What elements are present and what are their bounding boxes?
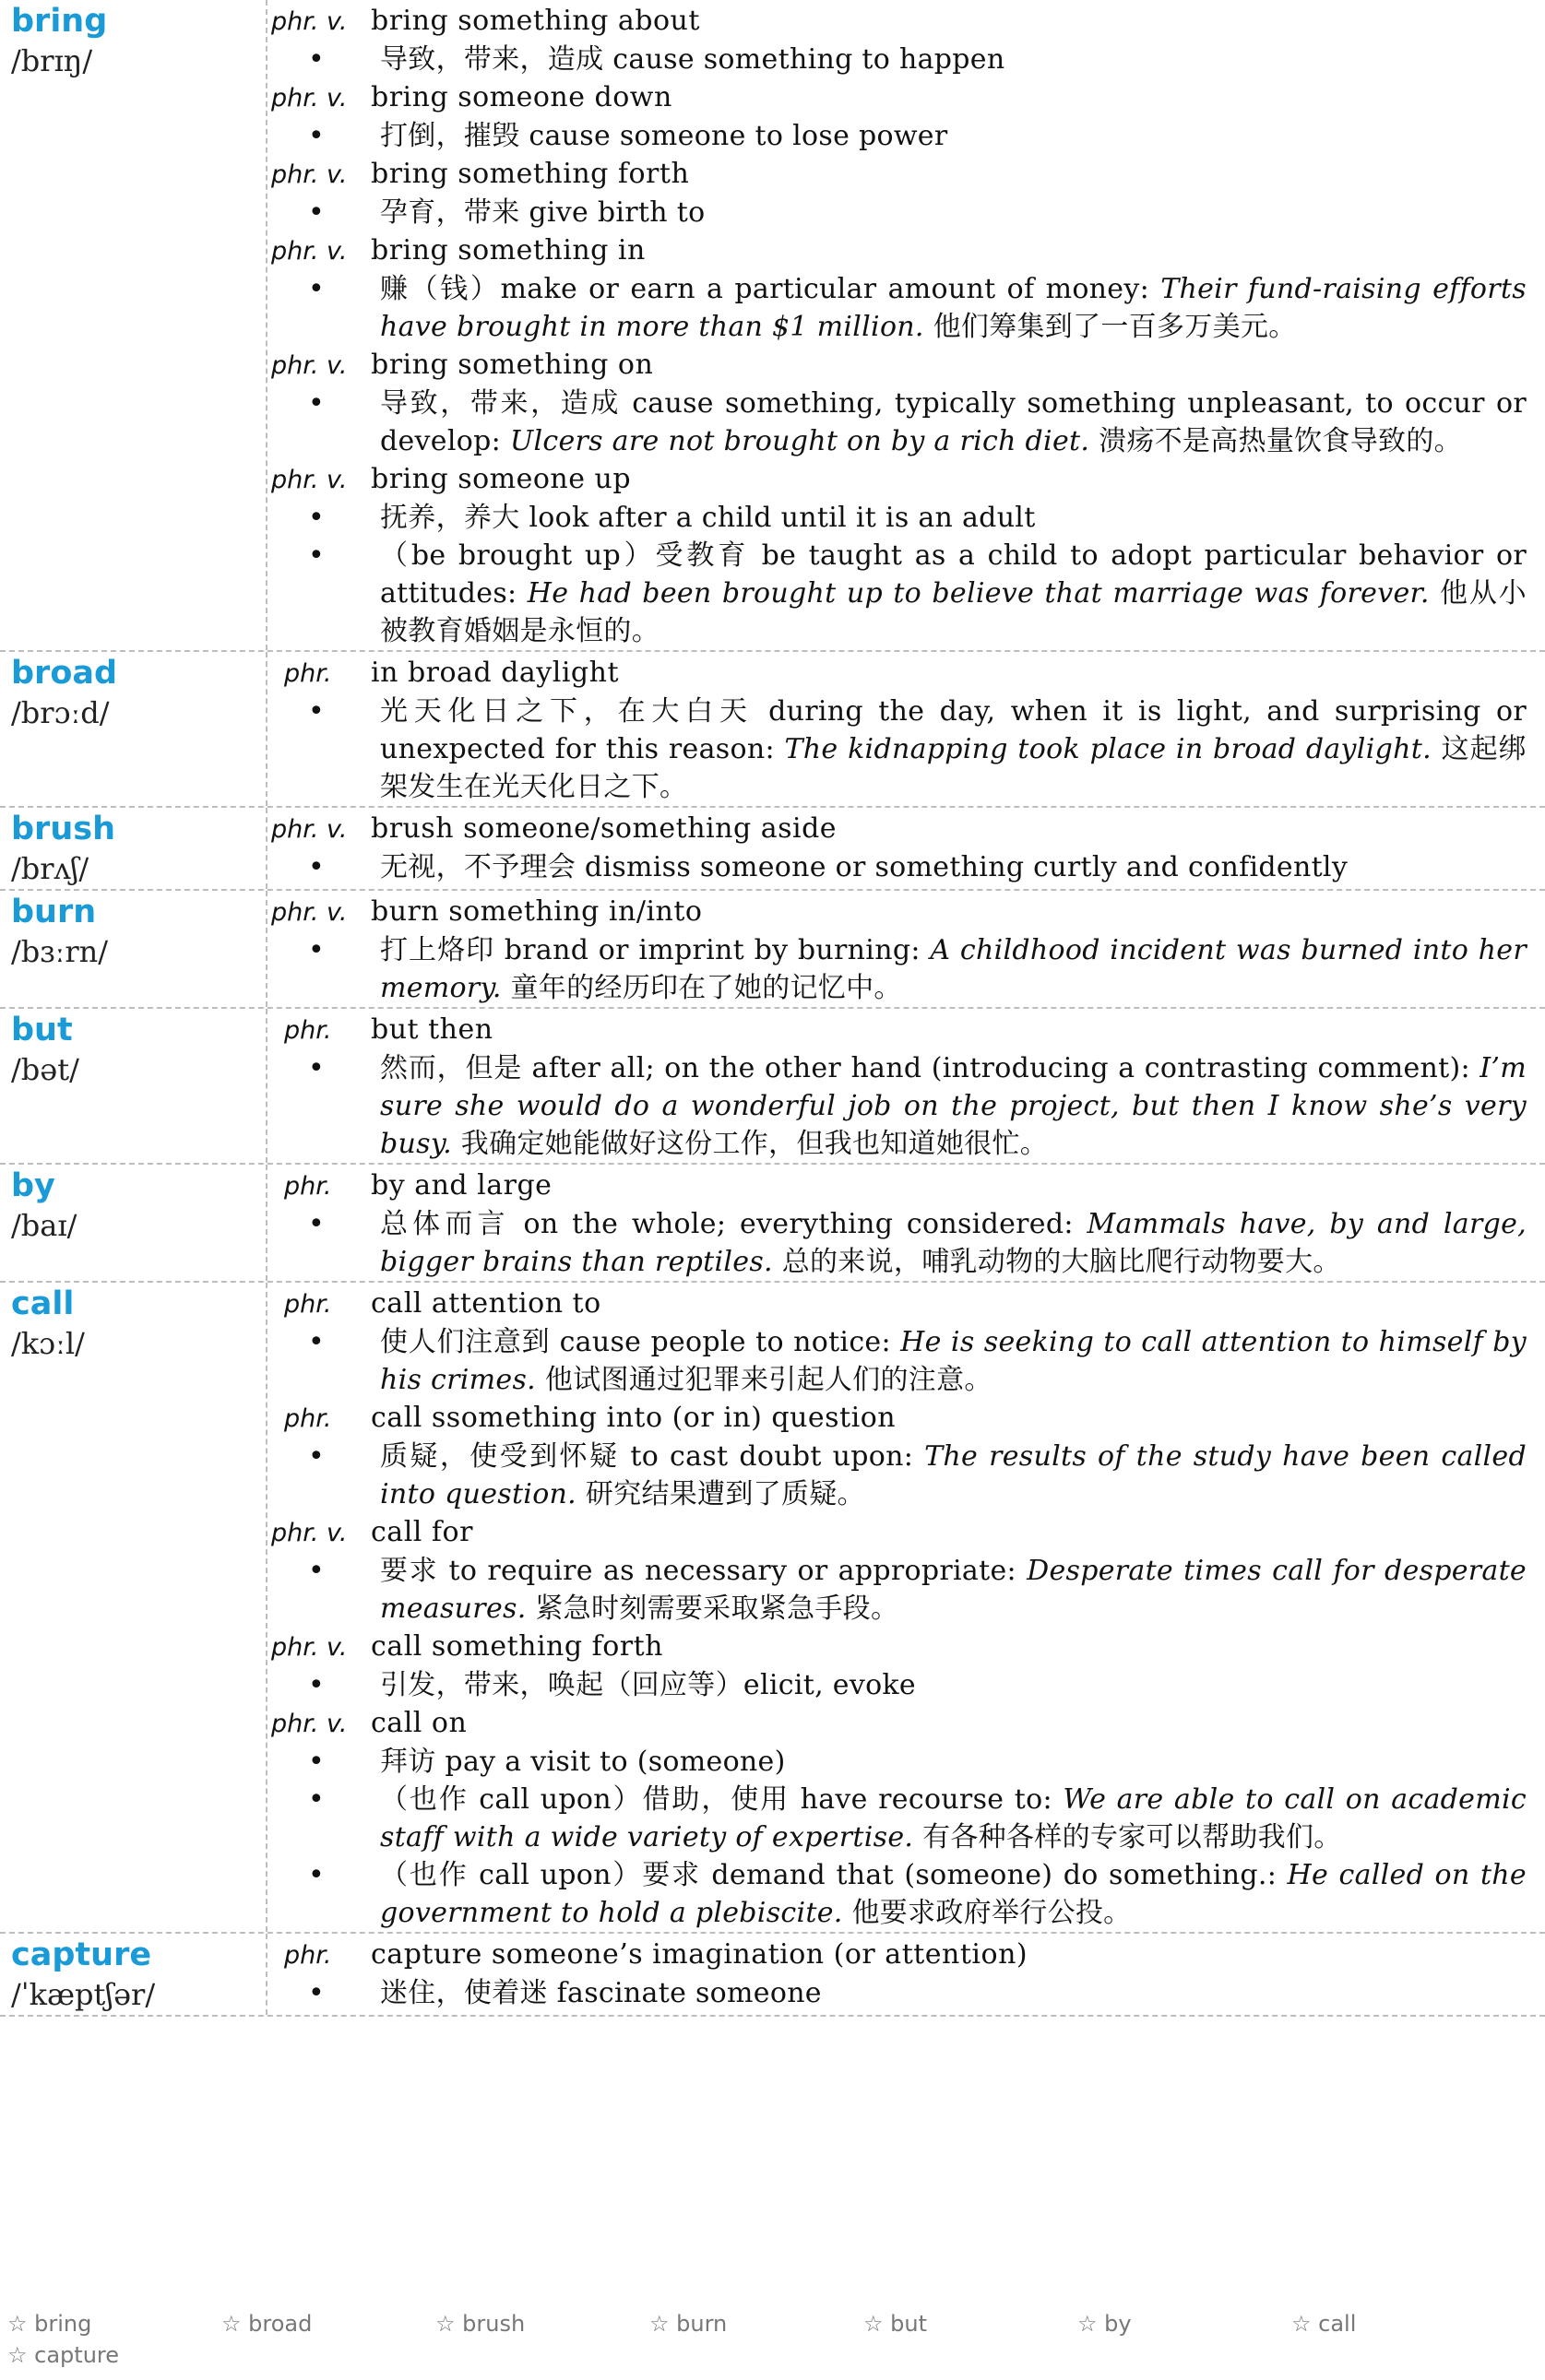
definition: 导致，带来，造成 cause something, typically something unpleasant, to occur or develop:	[380, 387, 1527, 457]
sense-line	[267, 41, 1527, 78]
example-sentence: The kidnapping took place in broad daylight.	[784, 733, 1432, 765]
definition: 赚（钱）make or earn a particular amount of money:	[380, 273, 1161, 305]
headword-column	[0, 1283, 267, 1932]
footer-link-label[interactable]: brush	[462, 2311, 526, 2337]
footer-link-burn[interactable]	[649, 2311, 727, 2337]
sense-line	[267, 1205, 1527, 1281]
headword: bring	[11, 3, 108, 40]
sense-text	[380, 1856, 1527, 1932]
pronunciation: /brʌʃ/	[11, 851, 89, 886]
footer-link-bring[interactable]	[7, 2311, 91, 2337]
phrase-text: call attention to	[371, 1287, 601, 1320]
definition: 孕育，带来 give birth to	[380, 196, 706, 229]
sense-text	[380, 194, 1527, 231]
sense-text	[380, 1974, 1527, 2012]
definition: 要求 to require as necessary or appropriate:	[380, 1555, 1028, 1587]
bullet-icon: •	[308, 1326, 325, 1358]
footer-link-capture[interactable]	[7, 2342, 119, 2368]
sense-text	[380, 931, 1527, 1007]
example-translation: 研究结果遭到了质疑。	[576, 1478, 865, 1510]
example-sentence: We are able to call on academic staff with a wide variety of expertise.	[380, 1783, 1527, 1853]
sense-line	[267, 693, 1527, 806]
example-translation: 溃疡不是高热量饮食导致的。	[1089, 425, 1462, 457]
star-icon: ☆	[863, 2311, 884, 2337]
example-sentence: Their fund-raising efforts have brought in more than $1 million.	[380, 273, 1527, 343]
phrase-line	[267, 1513, 1527, 1552]
star-icon: ☆	[649, 2311, 670, 2337]
example-translation: 有各种各样的专家可以帮助我们。	[913, 1821, 1342, 1853]
sense-text	[380, 1743, 1527, 1781]
sense-line	[267, 1552, 1527, 1628]
sense-line	[267, 270, 1527, 346]
example-translation: 他试图通过犯罪来引起人们的注意。	[536, 1364, 992, 1396]
phrase-text: in broad daylight	[371, 657, 619, 689]
sense-text	[380, 1666, 1527, 1704]
phrase-text: call something forth	[371, 1630, 663, 1663]
bullet-icon: •	[308, 502, 325, 534]
definition: （也作 call upon）借助，使用 have recourse to:	[380, 1783, 1064, 1816]
bullet-icon: •	[308, 43, 325, 76]
headword: broad	[11, 655, 118, 692]
phrase-line	[267, 1936, 1527, 1974]
headword-column	[0, 0, 267, 650]
headword: by	[11, 1167, 55, 1204]
footer-link-call[interactable]	[1291, 2311, 1356, 2337]
bullet-icon: •	[308, 851, 325, 883]
example-translation: 他们筹集到了一百多万美元。	[923, 311, 1297, 343]
phrase-text: but then	[371, 1013, 493, 1046]
pronunciation: /bɜːrn/	[11, 934, 109, 969]
headword: burn	[11, 894, 97, 930]
definitions-column	[267, 652, 1545, 806]
phrase-text: bring something in	[371, 234, 646, 266]
footer-link-by[interactable]	[1077, 2311, 1132, 2337]
bullet-icon: •	[308, 1746, 325, 1778]
example-sentence: Desperate times call for desperate measures.	[380, 1555, 1527, 1625]
part-of-speech: phr.	[284, 1290, 332, 1319]
phrase-text: bring something about	[371, 5, 700, 37]
dictionary-entry	[0, 1009, 1545, 1165]
phrase-text: call ssomething into (or in) question	[371, 1402, 897, 1434]
dictionary-entry	[0, 1283, 1545, 1934]
example-translation: 他要求政府举行公投。	[842, 1897, 1132, 1929]
footer-link-label[interactable]: but	[890, 2311, 928, 2337]
part-of-speech: phr.	[284, 659, 332, 688]
definition: （be brought up）受教育 be taught as a child to adopt particular behavior or attitudes:	[380, 539, 1527, 610]
bullet-icon: •	[308, 695, 325, 728]
example-translation: 童年的经历印在了她的记忆中。	[501, 972, 902, 1004]
sense-line	[267, 1974, 1527, 2012]
bullet-icon: •	[308, 1859, 325, 1891]
phrase-line	[267, 1011, 1527, 1049]
part-of-speech: phr. v.	[271, 815, 348, 844]
dictionary-entry	[0, 0, 1545, 652]
phrase-text: call on	[371, 1707, 468, 1739]
phrase-text: bring something forth	[371, 158, 690, 190]
definition: 抚养，养大 look after a child until it is an adult	[380, 502, 1036, 534]
sense-text	[380, 1781, 1527, 1856]
pronunciation: /brɪŋ/	[11, 43, 93, 78]
definition: 无视，不予理会 dismiss someone or something curtly and confidently	[380, 851, 1349, 883]
phrase-text: burn something in/into	[371, 895, 703, 928]
definitions-column	[267, 891, 1545, 1007]
sense-line	[267, 1049, 1527, 1163]
phrase-line	[267, 346, 1527, 385]
phrase-text: bring something on	[371, 349, 654, 381]
headword-column	[0, 1009, 267, 1163]
footer-link-brush[interactable]	[435, 2311, 525, 2337]
sense-line	[267, 499, 1527, 537]
sense-text	[380, 1205, 1527, 1281]
headword: capture	[11, 1936, 152, 1973]
dictionary-entry	[0, 808, 1545, 891]
dictionary-entry	[0, 1934, 1545, 2017]
sense-text	[380, 848, 1527, 886]
footer-link-label[interactable]: broad	[248, 2311, 313, 2337]
dictionary-entry	[0, 891, 1545, 1009]
part-of-speech: phr. v.	[271, 1633, 348, 1662]
sense-line	[267, 1781, 1527, 1856]
example-sentence: Mammals have, by and large, bigger brains than reptiles.	[380, 1208, 1527, 1278]
example-sentence: A childhood incident was burned into her memory.	[380, 934, 1527, 1004]
definition: 总体而言 on the whole; everything considered:	[380, 1208, 1087, 1240]
sense-text	[380, 1438, 1527, 1513]
pronunciation: /kɔːl/	[11, 1326, 85, 1361]
part-of-speech: phr. v.	[271, 898, 348, 927]
definitions-column	[267, 0, 1545, 650]
phrase-line	[267, 810, 1527, 848]
pronunciation: /baɪ/	[11, 1208, 77, 1243]
sense-text	[380, 385, 1527, 460]
part-of-speech: phr. v.	[271, 351, 348, 380]
sense-line	[267, 194, 1527, 231]
definition: 导致，带来，造成 cause something to happen	[380, 43, 1005, 76]
star-icon: ☆	[221, 2311, 242, 2337]
sense-text	[380, 693, 1527, 806]
sense-text	[380, 117, 1527, 155]
sense-text	[380, 1323, 1527, 1399]
footer-link-label[interactable]: capture	[34, 2342, 120, 2368]
example-translation: 我确定她能做好这份工作，但我也知道她很忙。	[451, 1128, 1049, 1160]
definition: 质疑，使受到怀疑 to cast doubt upon:	[380, 1440, 925, 1473]
phrase-line	[267, 78, 1527, 117]
bullet-icon: •	[308, 1440, 325, 1473]
sense-line	[267, 1323, 1527, 1399]
bullet-icon: •	[308, 539, 325, 572]
part-of-speech: phr.	[284, 1941, 332, 1970]
bullet-icon: •	[308, 1669, 325, 1701]
headword-column	[0, 1934, 267, 2015]
part-of-speech: phr. v.	[271, 237, 348, 266]
definition: 打倒，摧毁 cause someone to lose power	[380, 120, 948, 152]
bullet-icon: •	[308, 1555, 325, 1587]
definition: （也作 call upon）要求 demand that (someone) do something.:	[380, 1859, 1288, 1891]
phrase-line	[267, 1166, 1527, 1205]
definition: 使人们注意到 cause people to notice:	[380, 1326, 901, 1358]
bullet-icon: •	[308, 1977, 325, 2009]
dictionary-entry	[0, 652, 1545, 808]
sense-line	[267, 1666, 1527, 1704]
example-sentence: I’m sure she would do a wonderful job on the project, but then I know she’s very busy.	[380, 1052, 1527, 1160]
definition: 打上烙印 brand or imprint by burning:	[380, 934, 931, 966]
phrase-line	[267, 893, 1527, 931]
footer-link-broad[interactable]	[221, 2311, 312, 2337]
bullet-icon: •	[308, 273, 325, 305]
sense-text	[380, 537, 1527, 650]
phrase-line	[267, 2, 1527, 41]
footer-link-label[interactable]: call	[1318, 2311, 1357, 2337]
sense-line	[267, 1743, 1527, 1781]
phrase-line	[267, 1399, 1527, 1438]
part-of-speech: phr.	[284, 1172, 332, 1201]
sense-line	[267, 385, 1527, 460]
footer-link-label[interactable]: by	[1104, 2311, 1132, 2337]
star-icon: ☆	[1291, 2311, 1312, 2337]
headword: call	[11, 1285, 75, 1322]
definition: 拜访 pay a visit to (someone)	[380, 1746, 786, 1778]
sense-text	[380, 270, 1527, 346]
part-of-speech: phr.	[284, 1404, 332, 1433]
definitions-column	[267, 808, 1545, 889]
headword: brush	[11, 811, 115, 847]
bullet-icon: •	[308, 1783, 325, 1816]
phrase-line	[267, 654, 1527, 693]
phrase-text: bring someone down	[371, 81, 672, 113]
pronunciation: /ˈkæptʃər/	[11, 1977, 156, 2012]
star-icon: ☆	[1077, 2311, 1098, 2337]
definition: 迷住，使着迷 fascinate someone	[380, 1977, 822, 2009]
sense-line	[267, 848, 1527, 886]
star-icon: ☆	[435, 2311, 456, 2337]
sense-line	[267, 1856, 1527, 1932]
part-of-speech: phr. v.	[271, 160, 348, 189]
example-translation: 他从小被教育婚姻是永恒的。	[380, 577, 1527, 647]
bullet-icon: •	[308, 120, 325, 152]
part-of-speech: phr. v.	[271, 84, 348, 112]
dictionary-entry	[0, 1165, 1545, 1283]
bullet-icon: •	[308, 1208, 325, 1240]
pronunciation: /brɔːd/	[11, 695, 110, 730]
phrase-text: brush someone/something aside	[371, 812, 838, 845]
example-translation: 紧急时刻需要采取紧急手段。	[526, 1593, 899, 1625]
phrase-line	[267, 460, 1527, 499]
sense-text	[380, 41, 1527, 78]
headword-column	[0, 891, 267, 1007]
phrase-text: by and large	[371, 1169, 553, 1202]
phrase-text: call for	[371, 1516, 473, 1548]
part-of-speech: phr. v.	[271, 1519, 348, 1547]
definition: 光天化日之下，在大白天 during the day, when it is light, and surprising or unexpected for this reason:	[380, 695, 1527, 765]
phrase-line	[267, 1628, 1527, 1666]
sense-line	[267, 117, 1527, 155]
headword-column	[0, 652, 267, 806]
sense-text	[380, 1049, 1527, 1163]
definition: 引发，带来，唤起（回应等）elicit, evoke	[380, 1669, 916, 1701]
definition: 然而，但是 after all; on the other hand (introducing a contrasting comment):	[380, 1052, 1480, 1084]
phrase-text: capture someone’s imagination (or attention)	[371, 1938, 1028, 1971]
bullet-icon: •	[308, 934, 325, 966]
definitions-column	[267, 1283, 1545, 1932]
sense-line	[267, 1438, 1527, 1513]
example-sentence: The results of the study have been called into question.	[380, 1440, 1527, 1510]
sense-line	[267, 537, 1527, 650]
sense-text	[380, 1552, 1527, 1628]
bullet-icon: •	[308, 387, 325, 420]
example-sentence: He called on the government to hold a plebiscite.	[380, 1859, 1527, 1929]
example-translation: 这起绑架发生在光天化日之下。	[380, 733, 1527, 803]
sense-text	[380, 499, 1527, 537]
headword: but	[11, 1012, 73, 1048]
bullet-icon: •	[308, 196, 325, 229]
bullet-icon: •	[308, 1052, 325, 1084]
part-of-speech: phr. v.	[271, 1710, 348, 1738]
star-icon: ☆	[7, 2342, 28, 2368]
phrase-line	[267, 1285, 1527, 1323]
footer-link-label[interactable]: bring	[34, 2311, 92, 2337]
phrase-text: bring someone up	[371, 463, 632, 495]
definitions-column	[267, 1165, 1545, 1281]
footer-link-label[interactable]: burn	[676, 2311, 728, 2337]
phrase-line	[267, 1704, 1527, 1743]
pronunciation: /bət/	[11, 1052, 79, 1087]
headword-column	[0, 1165, 267, 1281]
part-of-speech: phr. v.	[271, 466, 348, 494]
example-sentence: Ulcers are not brought on by a rich diet.	[509, 425, 1090, 457]
phrase-line	[267, 231, 1527, 270]
part-of-speech: phr. v.	[271, 7, 348, 36]
definitions-column	[267, 1009, 1545, 1163]
part-of-speech: phr.	[284, 1016, 332, 1045]
phrase-line	[267, 155, 1527, 194]
star-icon: ☆	[7, 2311, 28, 2337]
definitions-column	[267, 1934, 1545, 2015]
headword-column	[0, 808, 267, 889]
sense-line	[267, 931, 1527, 1007]
example-sentence: He had been brought up to believe that marriage was forever.	[527, 577, 1430, 610]
example-sentence: He is seeking to call attention to himself by his crimes.	[380, 1326, 1527, 1396]
example-translation: 总的来说，哺乳动物的大脑比爬行动物要大。	[772, 1246, 1341, 1278]
footer-link-but[interactable]	[863, 2311, 927, 2337]
